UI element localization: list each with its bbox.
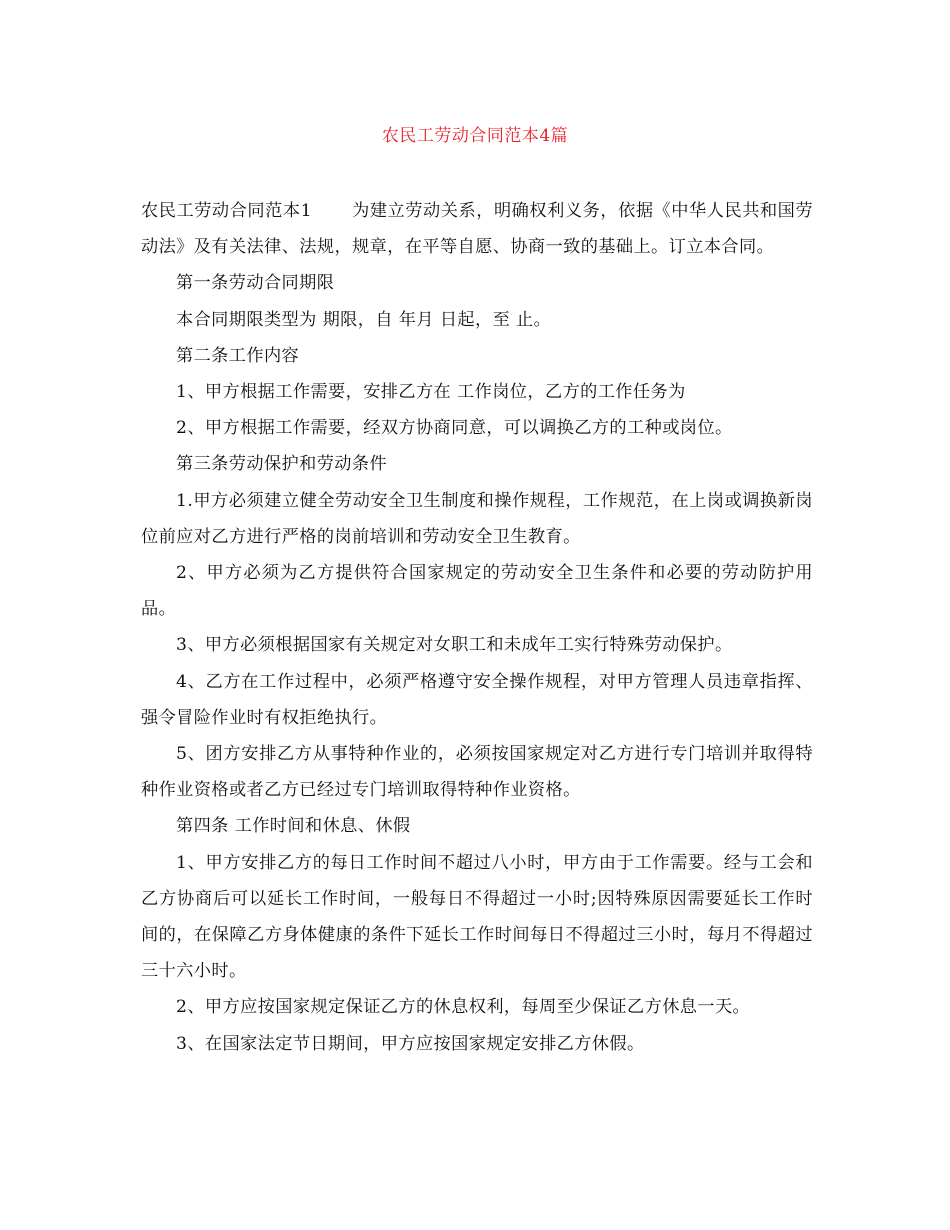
article-2-heading: 第二条工作内容 — [176, 345, 300, 366]
article-1-clause: 本合同期限类型为 期限，自 年月 日起，至 止。 — [176, 309, 552, 330]
article-3-heading: 第三条劳动保护和劳动条件 — [176, 454, 388, 475]
article-3-clause-3: 3、甲方必须根据国家有关规定对女职工和未成年工实行特殊劳动保护。 — [176, 635, 733, 656]
article-4-heading: 第四条 工作时间和休息、休假 — [176, 816, 411, 837]
article-3-clause-5: 5、团方安排乙方从事特种作业的，必须按国家规定对乙方进行专门培训并取得特种作业资格或者乙方已经过专门培训取得特种作业资格。 — [141, 744, 813, 801]
intro-label: 农民工劳动合同范本1 — [141, 201, 312, 221]
article-3-clause-4: 4、乙方在工作过程中，必须严格遵守安全操作规程，对甲方管理人员违章指挥、强令冒险作业时有权拒绝执行。 — [141, 671, 813, 728]
article-2-clause-2: 2、甲方根据工作需要，经双方协商同意，可以调换乙方的工种或岗位。 — [176, 418, 733, 439]
article-4-clause-1: 1、甲方安排乙方的每日工作时间不超过八小时，甲方由于工作需要。经与工会和乙方协商后可以延长工作时间，一般每日不得超过一小时;因特殊原因需要延长工作时间的，在保障乙方身体健康的条件下延长工作时间每日不得超过三小时，每月不得超过三十六小时。 — [141, 852, 813, 982]
intro-text: 为建立劳动关系，明确权利义务，依据《中华人民共和国劳动法》及有关法律、法规，规章，在平等自愿、协商一致的基础上。订立本合同。 — [141, 201, 813, 258]
article-4-clause-3: 3、在国家法定节日期间，甲方应按国家规定安排乙方休假。 — [176, 1033, 645, 1054]
intro-paragraph — [141, 193, 813, 265]
article-1-heading: 第一条劳动合同期限 — [176, 273, 335, 294]
article-3-clause-1: 1.甲方必须建立健全劳动安全卫生制度和操作规程，工作规范，在上岗或调换新岗位前应对乙方进行严格的岗前培训和劳动安全卫生教育。 — [141, 490, 813, 547]
document-title: 农民工劳动合同范本4篇 — [381, 126, 569, 146]
article-2-clause-1: 1、甲方根据工作需要，安排乙方在 工作岗位，乙方的工作任务为 — [176, 382, 686, 403]
document-body — [141, 193, 813, 1062]
article-4-clause-2: 2、甲方应按国家规定保证乙方的休息权利，每周至少保证乙方休息一天。 — [176, 997, 751, 1018]
article-3-clause-2: 2、甲方必须为乙方提供符合国家规定的劳动安全卫生条件和必要的劳动防护用品。 — [141, 563, 813, 620]
